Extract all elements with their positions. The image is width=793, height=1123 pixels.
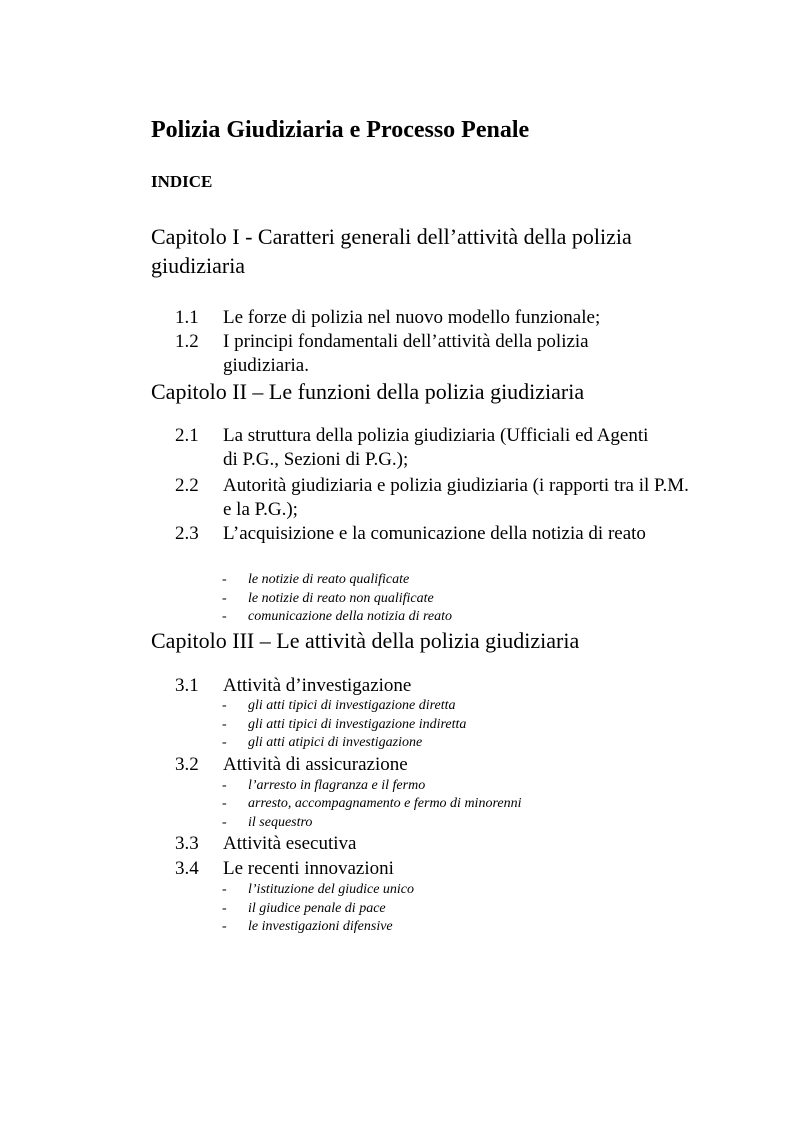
bullet-dash: - (222, 609, 227, 624)
document-title: Polizia Giudiziaria e Processo Penale (151, 117, 530, 143)
list-item-text: le notizie di reato qualificate (248, 572, 410, 587)
bullet-dash: - (222, 815, 227, 830)
list-item-text: le investigazioni difensive (248, 919, 393, 934)
section-text: L’acquisizione e la comunicazione della notizia di reato (223, 523, 646, 544)
list-item (222, 571, 409, 589)
list-item (222, 881, 414, 899)
list-item (222, 716, 466, 734)
section-3-2 (175, 753, 695, 777)
list-item-text: gli atti tipici di investigazione indiretta (248, 717, 467, 732)
chapter-2-title: Capitolo II – Le funzioni della polizia giudiziaria (151, 379, 585, 404)
section-1-2 (175, 330, 645, 378)
section-number: 3.3 (175, 833, 199, 854)
list-item-text: il sequestro (248, 815, 313, 830)
list-item-text: le notizie di reato non qualificate (248, 591, 434, 606)
list-item (222, 814, 312, 832)
section-text: Attività esecutiva (223, 833, 357, 854)
bullet-dash: - (222, 796, 227, 811)
bullet-dash: - (222, 572, 227, 587)
section-3-3 (175, 832, 695, 856)
bullet-dash: - (222, 717, 227, 732)
section-text: Attività d’investigazione (223, 675, 412, 696)
section-number: 2.3 (175, 523, 199, 544)
section-number: 3.1 (175, 675, 199, 696)
section-2-1 (175, 424, 660, 472)
bullet-dash: - (222, 591, 227, 606)
bullet-dash: - (222, 778, 227, 793)
chapter-1-title: Capitolo I - Caratteri generali dell’attività della polizia giudiziaria (151, 224, 632, 278)
list-item (222, 918, 393, 936)
section-text: I principi fondamentali dell’attività della polizia giudiziaria. (223, 331, 589, 376)
section-number: 1.2 (175, 331, 199, 352)
list-item-text: comunicazione della notizia di reato (248, 609, 453, 624)
list-item-text: il giudice penale di pace (248, 901, 386, 916)
section-text: Le recenti innovazioni (223, 858, 394, 879)
bullet-dash: - (222, 901, 227, 916)
section-text: Autorità giudiziaria e polizia giudiziaria (i rapporti tra il P.M. e la P.G.); (223, 475, 689, 520)
list-item-text: l’istituzione del giudice unico (248, 882, 415, 897)
section-text: Le forze di polizia nel nuovo modello funzionale; (223, 307, 601, 328)
section-text: Attività di assicurazione (223, 754, 408, 775)
list-item-text: l’arresto in flagranza e il fermo (248, 778, 426, 793)
section-text: La struttura della polizia giudiziaria (Ufficiali ed Agenti di P.G., Sezioni di P.G.); (223, 425, 649, 470)
section-number: 2.2 (175, 475, 199, 496)
section-number: 1.1 (175, 307, 199, 328)
list-item-text: gli atti tipici di investigazione diretta (248, 698, 456, 713)
section-3-4 (175, 857, 695, 881)
bullet-dash: - (222, 882, 227, 897)
section-number: 3.4 (175, 858, 199, 879)
bullet-dash: - (222, 698, 227, 713)
section-3-1 (175, 674, 695, 698)
section-number: 3.2 (175, 754, 199, 775)
index-heading: INDICE (151, 172, 213, 191)
list-item (222, 734, 422, 752)
section-2-2 (175, 474, 695, 522)
section-1-1 (175, 306, 695, 330)
list-item (222, 777, 425, 795)
list-item (222, 608, 452, 626)
section-number: 2.1 (175, 425, 199, 446)
section-2-3 (175, 522, 675, 546)
list-item-text: arresto, accompagnamento e fermo di minorenni (248, 796, 522, 811)
list-item-text: gli atti atipici di investigazione (248, 735, 423, 750)
bullet-dash: - (222, 735, 227, 750)
list-item (222, 900, 386, 918)
chapter-3-title: Capitolo III – Le attività della polizia giudiziaria (151, 628, 580, 653)
bullet-dash: - (222, 919, 227, 934)
list-item (222, 590, 434, 608)
list-item (222, 697, 456, 715)
list-item (222, 795, 521, 813)
